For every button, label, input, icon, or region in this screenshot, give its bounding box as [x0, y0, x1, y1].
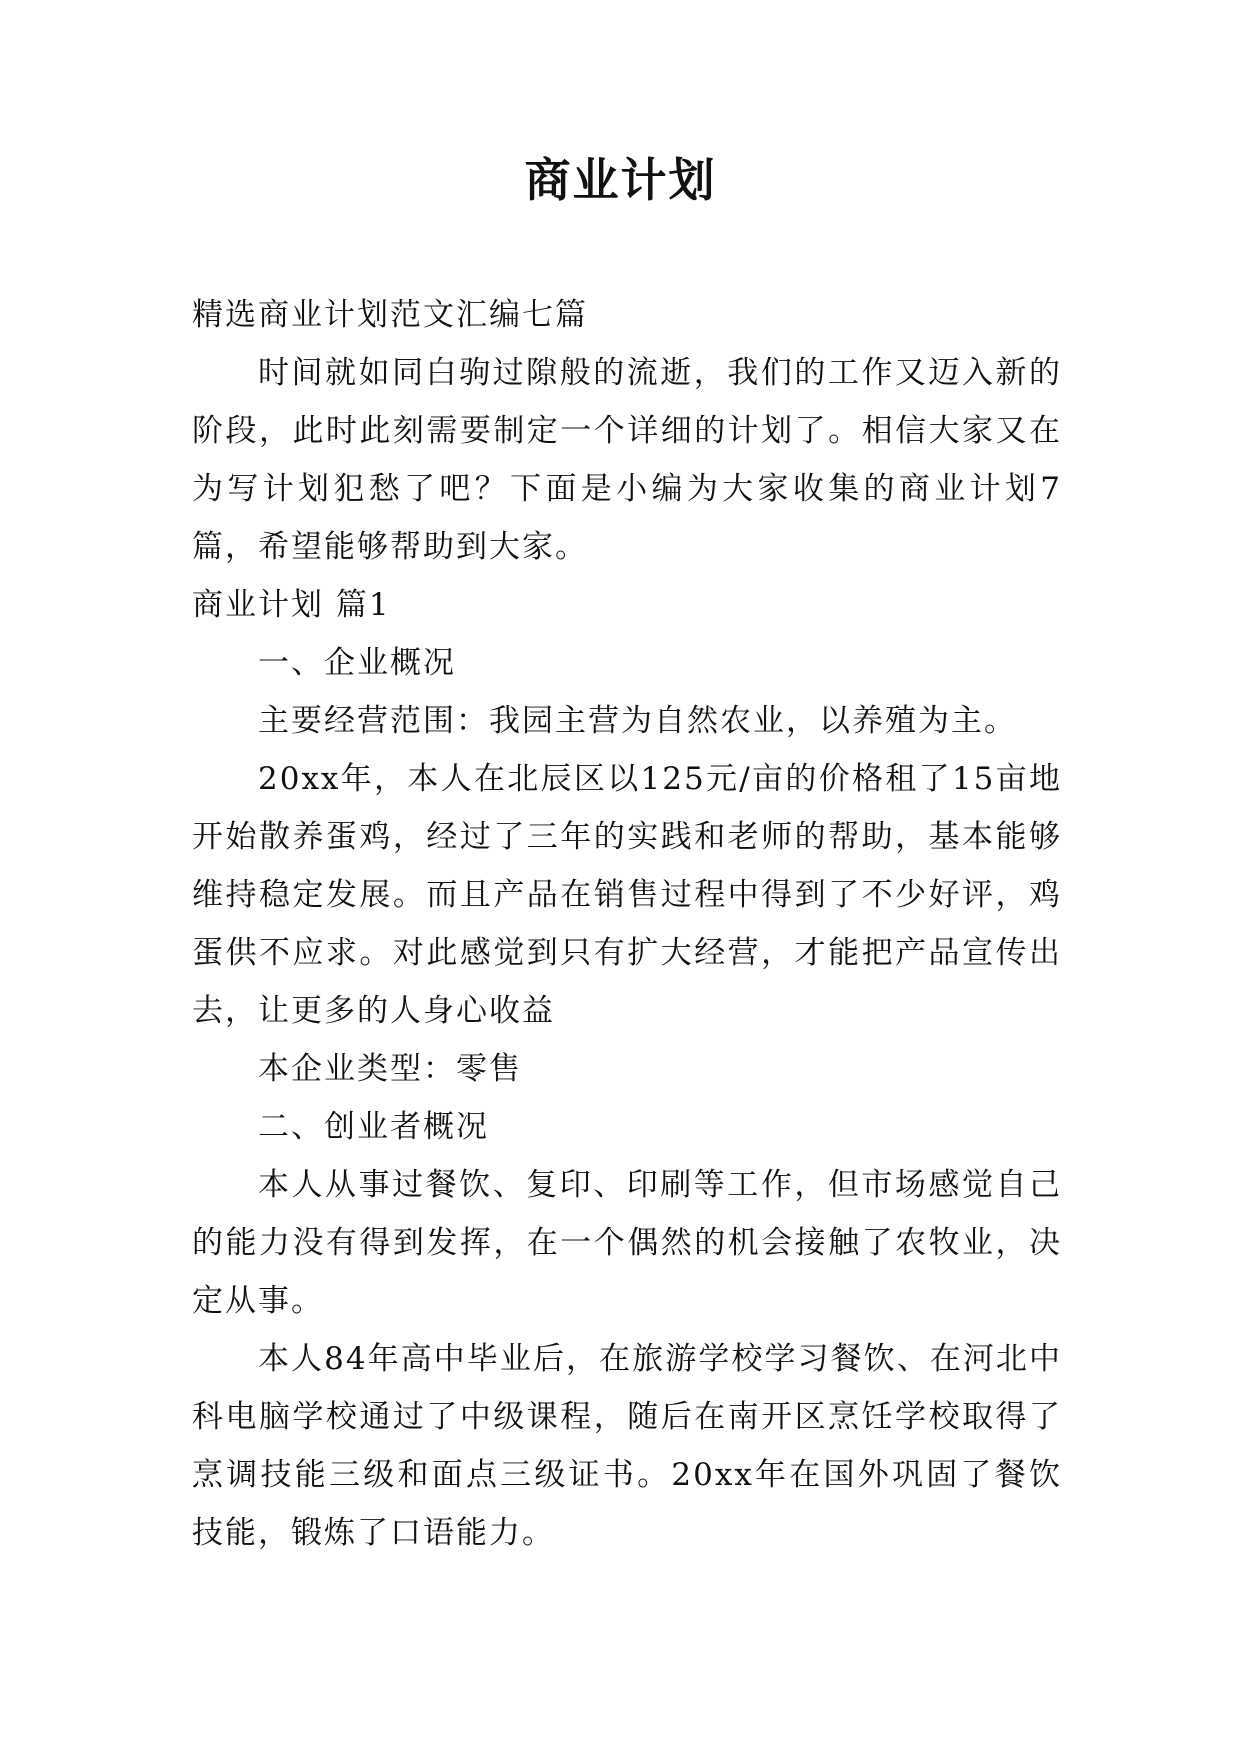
document-title: 商业计划: [524, 153, 717, 207]
paragraph-intro: 时间就如同白驹过隙般的流逝，我们的工作又迈入新的阶段，此时此刻需要制定一个详细的计划了。相信大家又在为写计划犯愁了吧？下面是小编为大家收集的商业计划7篇，希望能够帮助到大家。: [192, 355, 1062, 565]
paragraph-company-type: 本企业类型：零售: [258, 1051, 522, 1087]
paragraph-founder-education: 本人84年高中毕业后，在旅游学校学习餐饮、在河北中科电脑学校通过了中级课程，随后在南开区烹饪学校取得了烹调技能三级和面点三级证书。20xx年在国外巩固了餐饮技能，锻炼了口语能力。: [192, 1341, 1062, 1551]
heading-founder-overview: 二、创业者概况: [258, 1109, 489, 1145]
document-body: [192, 286, 1062, 1562]
paragraph-history: 20xx年，本人在北辰区以125元/亩的价格租了15亩地开始散养蛋鸡，经过了三年的实践和老师的帮助，基本能够维持稳定发展。而且产品在销售过程中得到了不少好评，鸡蛋供不应求。对此感觉到只有扩大经营，才能把产品宣传出去，让更多的人身心收益: [192, 761, 1062, 1029]
heading-company-overview: 一、企业概况: [258, 645, 456, 681]
section-heading-part1: 商业计划 篇1: [192, 587, 391, 623]
paragraph-subtitle: 精选商业计划范文汇编七篇: [192, 297, 588, 333]
paragraph-founder-experience: 本人从事过餐饮、复印、印刷等工作，但市场感觉自己的能力没有得到发挥，在一个偶然的机会接触了农牧业，决定从事。: [192, 1167, 1062, 1319]
paragraph-business-scope: 主要经营范围：我园主营为自然农业，以养殖为主。: [258, 703, 1017, 739]
